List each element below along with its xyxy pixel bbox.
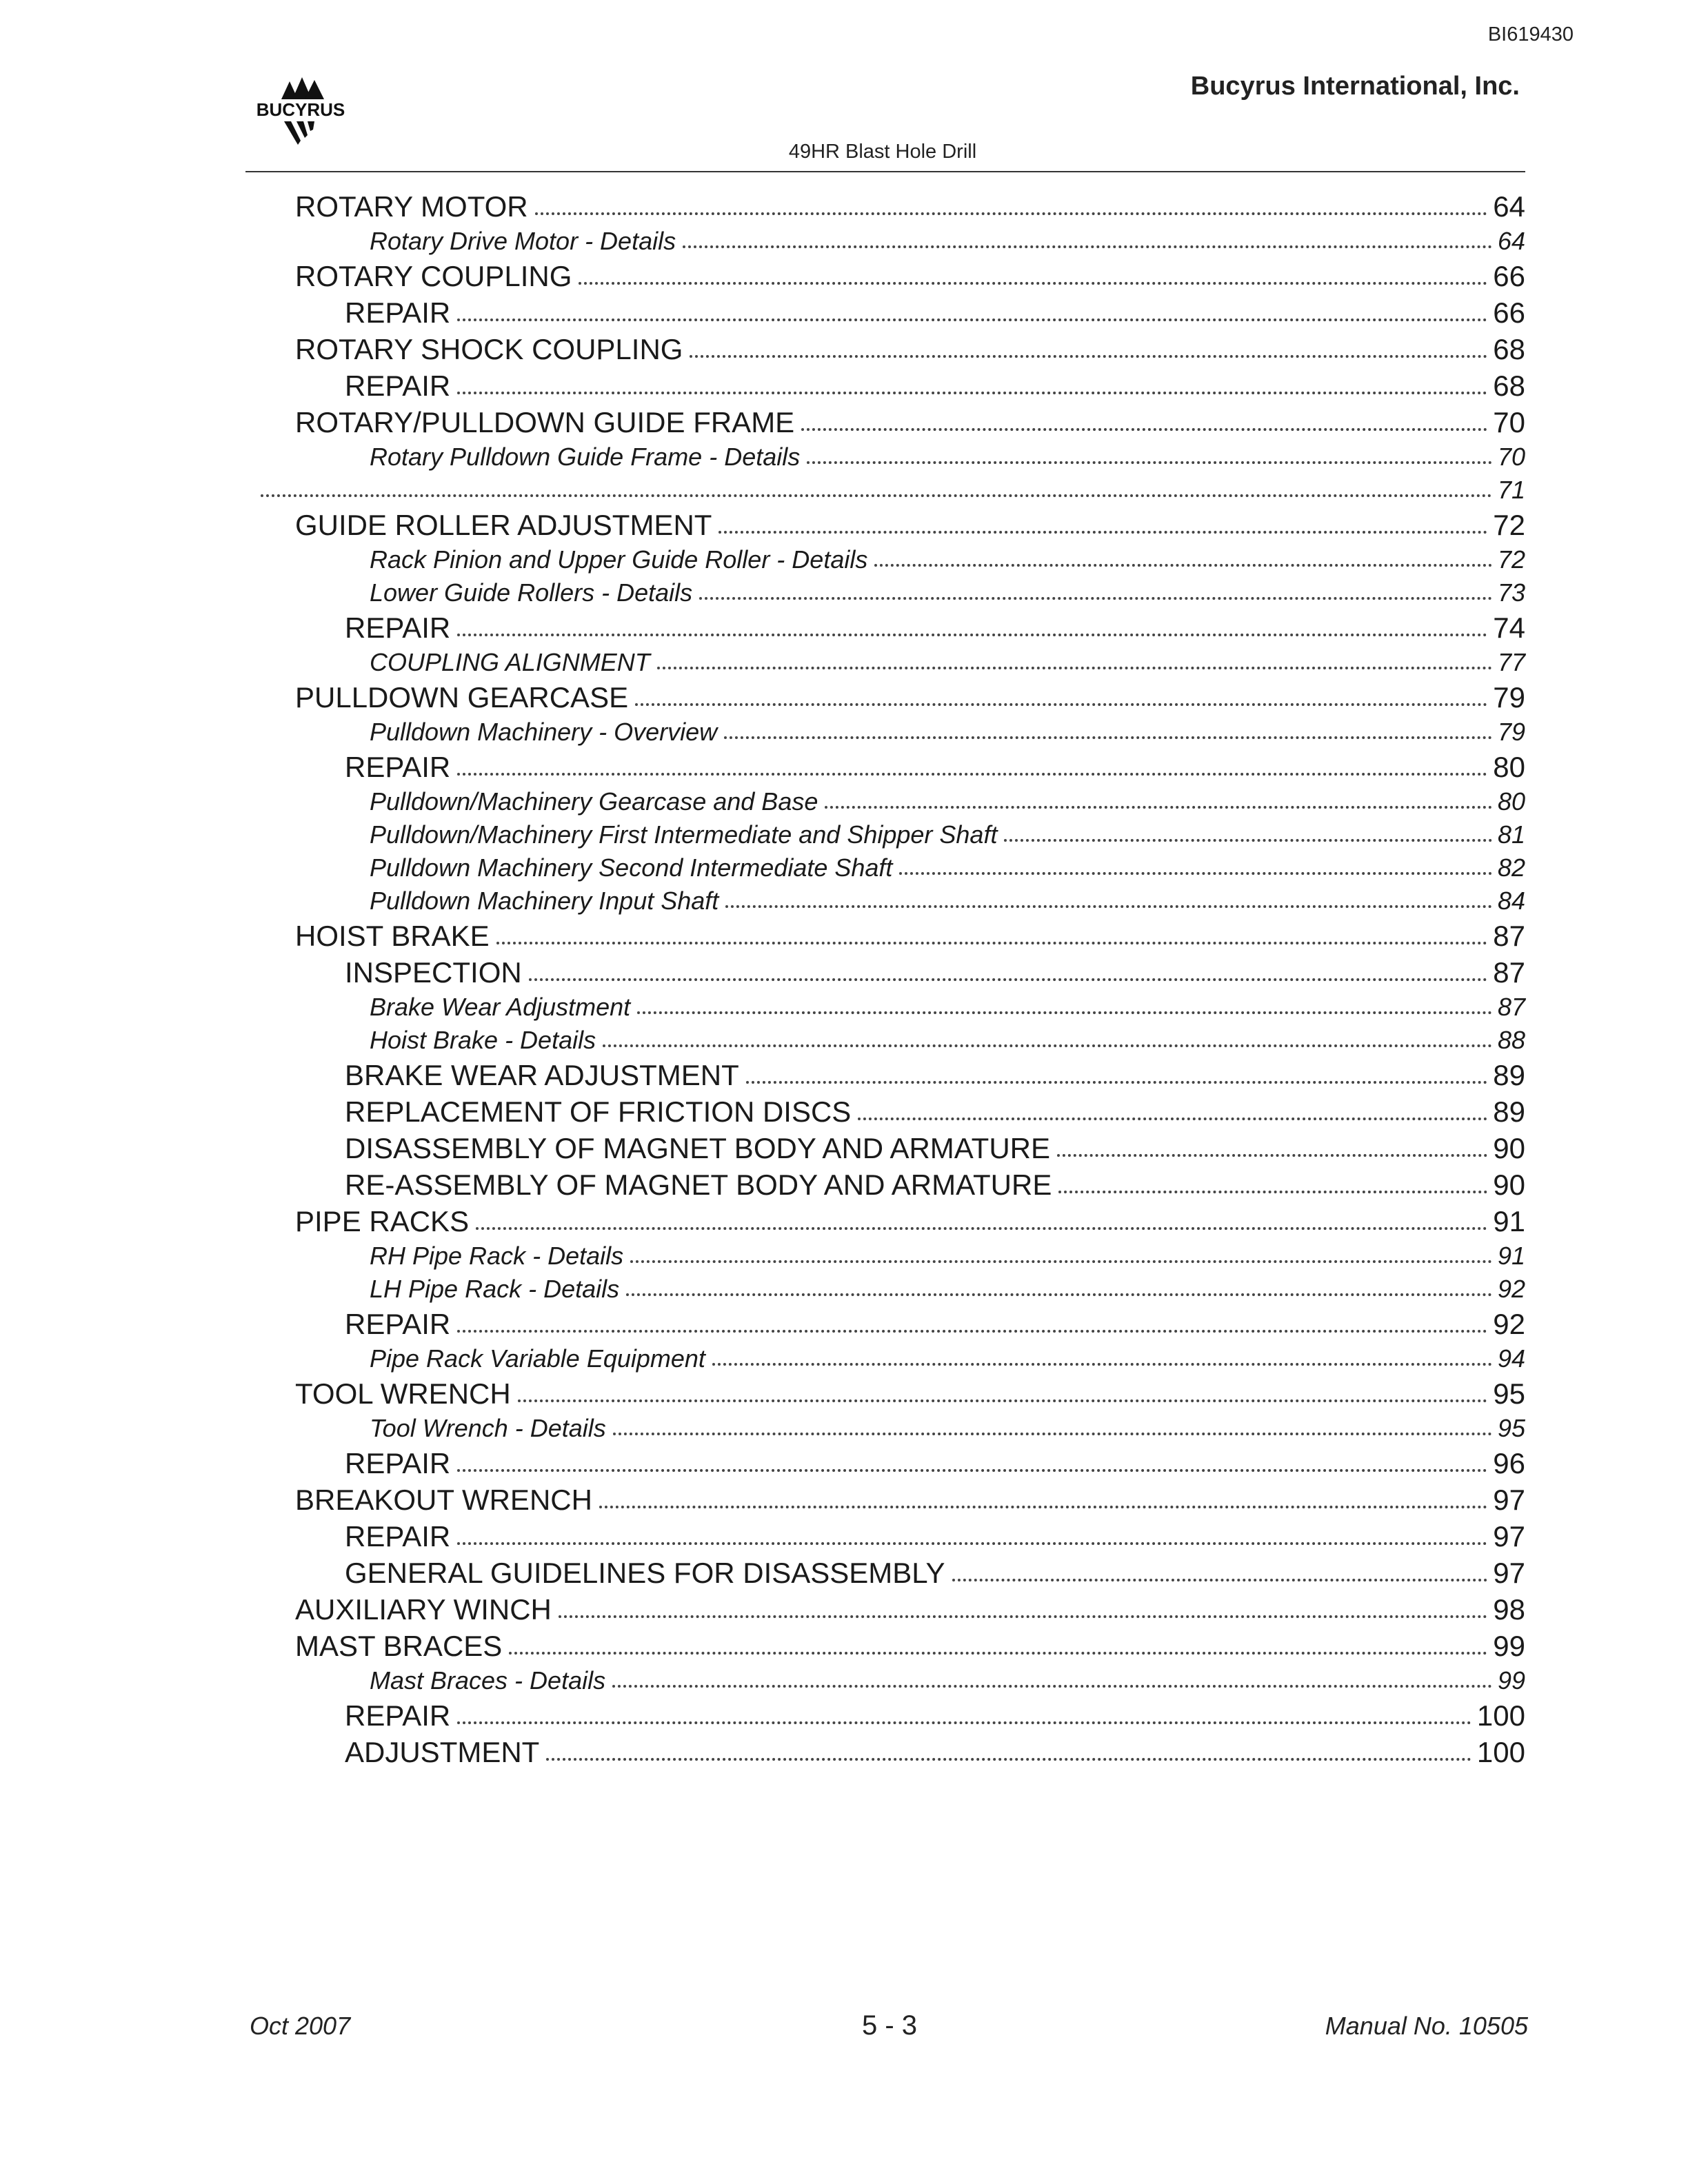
toc-entry-page: 87 (1493, 920, 1525, 952)
toc-entry-page: 99 (1497, 1666, 1525, 1695)
toc-entry[interactable] (254, 1132, 1525, 1169)
toc-entry-title: ROTARY COUPLING (295, 260, 572, 292)
toc-entry-page: 71 (1497, 476, 1525, 504)
toc-entry-title: REPAIR (345, 611, 451, 644)
toc-entry-title: AUXILIARY WINCH (295, 1593, 552, 1626)
dot-leader (613, 1433, 1492, 1435)
dot-leader (612, 1685, 1492, 1688)
dot-leader (261, 494, 1492, 497)
toc-entry[interactable] (254, 920, 1525, 956)
toc-entry-title: HOIST BRAKE (295, 920, 490, 952)
toc-entry-title: RH Pipe Rack - Details (370, 1242, 624, 1270)
toc-entry[interactable] (254, 545, 1525, 578)
toc-entry-page: 91 (1497, 1242, 1525, 1270)
footer-page-number: 5 - 3 (861, 2010, 918, 2041)
toc-entry[interactable] (254, 681, 1525, 718)
toc-entry[interactable] (254, 190, 1525, 227)
toc-entry[interactable] (254, 333, 1525, 370)
toc-entry-page: 66 (1493, 296, 1525, 329)
dot-leader (724, 736, 1492, 739)
dot-leader (529, 978, 1488, 981)
dot-leader (952, 1579, 1488, 1581)
dot-leader (457, 634, 1487, 636)
toc-entry-page: 92 (1493, 1308, 1525, 1340)
toc-entry-page: 68 (1493, 370, 1525, 402)
company-name: Bucyrus International, Inc. (1190, 72, 1520, 101)
toc-entry[interactable] (254, 718, 1525, 751)
dot-leader (496, 942, 1488, 944)
dot-leader (457, 773, 1487, 776)
dot-leader (457, 1330, 1487, 1333)
toc-entry-title: ROTARY MOTOR (295, 190, 528, 223)
svg-text:BUCYRUS: BUCYRUS (256, 99, 345, 120)
dot-leader (1004, 839, 1491, 842)
toc-entry-page: 90 (1493, 1132, 1525, 1164)
toc-entry-title: REPLACEMENT OF FRICTION DISCS (345, 1095, 852, 1128)
toc-entry[interactable] (254, 648, 1525, 681)
toc-entry-page: 89 (1493, 1095, 1525, 1128)
toc-entry[interactable] (254, 1169, 1525, 1205)
toc-entry-title: REPAIR (345, 751, 451, 783)
toc-entry-title: ADJUSTMENT (345, 1736, 540, 1768)
toc-entry-page: 77 (1497, 648, 1525, 676)
dot-leader (825, 806, 1492, 809)
dot-leader (535, 212, 1488, 215)
toc-entry-title: Brake Wear Adjustment (370, 993, 631, 1021)
toc-entry[interactable] (254, 260, 1525, 296)
toc-entry-title: PIPE RACKS (295, 1205, 470, 1237)
toc-entry-title: MAST BRACES (295, 1630, 503, 1662)
toc-entry-title: REPAIR (345, 1447, 451, 1479)
dot-leader (699, 597, 1492, 600)
footer-manual-number: Manual No. 10505 (1325, 2012, 1528, 2040)
dot-leader (635, 703, 1487, 706)
toc-entry-page: 64 (1493, 190, 1525, 223)
toc-entry-title: INSPECTION (345, 956, 522, 989)
toc-entry-page: 72 (1493, 509, 1525, 541)
toc-entry[interactable] (254, 1520, 1525, 1557)
toc-entry[interactable] (254, 1377, 1525, 1414)
toc-entry-title: REPAIR (345, 370, 451, 402)
toc-entry-page: 99 (1493, 1630, 1525, 1662)
toc-entry[interactable] (254, 296, 1525, 333)
toc-entry[interactable] (254, 1484, 1525, 1520)
toc-entry-title: BRAKE WEAR ADJUSTMENT (345, 1059, 739, 1091)
toc-entry[interactable] (254, 1447, 1525, 1484)
toc-entry-title: PULLDOWN GEARCASE (295, 681, 629, 714)
toc-entry[interactable] (254, 1205, 1525, 1242)
dot-leader (1057, 1154, 1487, 1157)
bucyrus-logo (239, 72, 363, 152)
toc-entry-title: ROTARY SHOCK COUPLING (295, 333, 683, 365)
manual-subtitle: 49HR Blast Hole Drill (788, 141, 977, 163)
toc-entry-page: 96 (1493, 1447, 1525, 1479)
dot-leader (457, 1542, 1487, 1545)
toc-entry-page: 70 (1493, 406, 1525, 438)
toc-entry-title: Rotary Drive Motor - Details (370, 227, 676, 255)
dot-leader (1058, 1191, 1487, 1193)
toc-entry-page: 81 (1497, 820, 1525, 849)
toc-entry[interactable] (254, 1095, 1525, 1132)
toc-entry[interactable] (254, 1736, 1525, 1772)
toc-entry-title: Pulldown/Machinery Gearcase and Base (370, 787, 818, 816)
toc-entry-title: RE-ASSEMBLY OF MAGNET BODY AND ARMATURE (345, 1169, 1052, 1201)
toc-entry[interactable] (254, 1275, 1525, 1308)
toc-entry-page: 68 (1493, 333, 1525, 365)
toc-entry-page: 92 (1497, 1275, 1525, 1303)
dot-leader (637, 1011, 1492, 1014)
toc-entry[interactable] (254, 1699, 1525, 1736)
toc-entry[interactable] (254, 820, 1525, 853)
footer-date: Oct 2007 (250, 2012, 351, 2040)
dot-leader (807, 461, 1492, 464)
toc-entry-title: GENERAL GUIDELINES FOR DISASSEMBLY (345, 1557, 945, 1589)
toc-entry-title: REPAIR (345, 1520, 451, 1553)
dot-leader (690, 355, 1487, 358)
toc-entry[interactable] (254, 751, 1525, 787)
toc-entry-title: Pulldown Machinery - Overview (370, 718, 718, 746)
toc-entry-title: TOOL WRENCH (295, 1377, 511, 1410)
dot-leader (626, 1293, 1492, 1296)
dot-leader (457, 1469, 1487, 1472)
toc-entry[interactable] (254, 1666, 1525, 1699)
dot-leader (546, 1758, 1471, 1761)
toc-entry[interactable] (254, 611, 1525, 648)
dot-leader (725, 905, 1492, 908)
dot-leader (630, 1260, 1492, 1263)
toc-entry[interactable] (254, 787, 1525, 820)
dot-leader (457, 318, 1487, 321)
toc-entry-page: 90 (1493, 1169, 1525, 1201)
toc-entry-title: Hoist Brake - Details (370, 1026, 596, 1054)
toc-entry-title: Rotary Pulldown Guide Frame - Details (370, 443, 801, 471)
toc-entry[interactable] (254, 1557, 1525, 1593)
toc-entry-title: Tool Wrench - Details (370, 1414, 606, 1442)
toc-entry-page: 66 (1493, 260, 1525, 292)
toc-entry-page: 84 (1497, 887, 1525, 915)
toc-entry-page: 91 (1493, 1205, 1525, 1237)
toc-entry[interactable] (254, 1593, 1525, 1630)
toc-entry-title: Pulldown/Machinery First Intermediate and Shipper Shaft (370, 820, 998, 849)
dot-leader (858, 1118, 1487, 1120)
toc-entry[interactable] (254, 476, 1525, 509)
toc-entry[interactable] (254, 509, 1525, 545)
toc-entry-title: Rack Pinion and Upper Guide Roller - Details (370, 545, 868, 574)
toc-entry-title: LH Pipe Rack - Details (370, 1275, 620, 1303)
toc-entry[interactable] (254, 956, 1525, 993)
dot-leader (746, 1081, 1488, 1084)
toc-entry[interactable] (254, 443, 1525, 476)
toc-entry[interactable] (254, 370, 1525, 406)
toc-entry[interactable] (254, 1344, 1525, 1377)
dot-leader (712, 1363, 1492, 1366)
toc-entry-page: 79 (1497, 718, 1525, 746)
toc-entry[interactable] (254, 1059, 1525, 1095)
dot-leader (457, 392, 1487, 394)
toc-entry[interactable] (254, 227, 1525, 260)
toc-entry-page: 70 (1497, 443, 1525, 471)
header-divider (245, 171, 1525, 172)
dot-leader (603, 1044, 1492, 1047)
toc-entry-page: 97 (1493, 1557, 1525, 1589)
dot-leader (509, 1652, 1487, 1655)
dot-leader (579, 282, 1487, 285)
toc-entry-page: 87 (1493, 956, 1525, 989)
toc-entry-page: 82 (1497, 853, 1525, 882)
toc-entry[interactable] (254, 887, 1525, 920)
dot-leader (899, 872, 1492, 875)
dot-leader (719, 531, 1487, 534)
toc-entry-page: 100 (1476, 1736, 1525, 1768)
toc-entry-page: 97 (1493, 1520, 1525, 1553)
dot-leader (457, 1721, 1471, 1724)
toc-entry-page: 94 (1497, 1344, 1525, 1373)
toc-entry-page: 74 (1493, 611, 1525, 644)
toc-entry-title: COUPLING ALIGNMENT (370, 648, 650, 676)
toc-entry[interactable] (254, 1026, 1525, 1059)
toc-entry-title: REPAIR (345, 296, 451, 329)
toc-entry-title: REPAIR (345, 1308, 451, 1340)
toc-entry-title: Pulldown Machinery Second Intermediate Shaft (370, 853, 893, 882)
toc-entry-title: GUIDE ROLLER ADJUSTMENT (295, 509, 712, 541)
toc-entry[interactable] (254, 853, 1525, 887)
dot-leader (559, 1615, 1487, 1618)
toc-entry-page: 79 (1493, 681, 1525, 714)
toc-entry-page: 95 (1497, 1414, 1525, 1442)
toc-entry-page: 64 (1497, 227, 1525, 255)
toc-entry-title: ROTARY/PULLDOWN GUIDE FRAME (295, 406, 795, 438)
toc-entry-page: 80 (1497, 787, 1525, 816)
document-id: BI619430 (1487, 23, 1574, 46)
toc-entry[interactable] (254, 578, 1525, 611)
toc-entry-page: 98 (1493, 1593, 1525, 1626)
dot-leader (476, 1227, 1487, 1230)
toc-entry-page: 72 (1497, 545, 1525, 574)
toc-entry-title: REPAIR (345, 1699, 451, 1732)
toc-entry-page: 87 (1497, 993, 1525, 1021)
toc-entry-title: Pipe Rack Variable Equipment (370, 1344, 705, 1373)
toc-entry-page: 97 (1493, 1484, 1525, 1516)
dot-leader (599, 1506, 1487, 1508)
toc-entry[interactable] (254, 1242, 1525, 1275)
toc-entry[interactable] (254, 1414, 1525, 1447)
toc-entry-title: Pulldown Machinery Input Shaft (370, 887, 719, 915)
toc-entry-page: 73 (1497, 578, 1525, 607)
toc-entry-page: 100 (1476, 1699, 1525, 1732)
toc-entry-page: 88 (1497, 1026, 1525, 1054)
toc-entry-title: Mast Braces - Details (370, 1666, 606, 1695)
toc-entry[interactable] (254, 1308, 1525, 1344)
toc-entry-title: BREAKOUT WRENCH (295, 1484, 592, 1516)
toc-entry[interactable] (254, 1630, 1525, 1666)
toc-entry-page: 80 (1493, 751, 1525, 783)
table-of-contents (254, 190, 1525, 1772)
toc-entry[interactable] (254, 406, 1525, 443)
dot-leader (874, 564, 1492, 567)
toc-entry-page: 95 (1493, 1377, 1525, 1410)
dot-leader (518, 1399, 1488, 1402)
dot-leader (801, 428, 1487, 431)
toc-entry-page: 89 (1493, 1059, 1525, 1091)
toc-entry[interactable] (254, 993, 1525, 1026)
dot-leader (657, 667, 1492, 669)
toc-entry-title: Lower Guide Rollers - Details (370, 578, 693, 607)
toc-entry-title: DISASSEMBLY OF MAGNET BODY AND ARMATURE (345, 1132, 1051, 1164)
dot-leader (683, 245, 1492, 248)
